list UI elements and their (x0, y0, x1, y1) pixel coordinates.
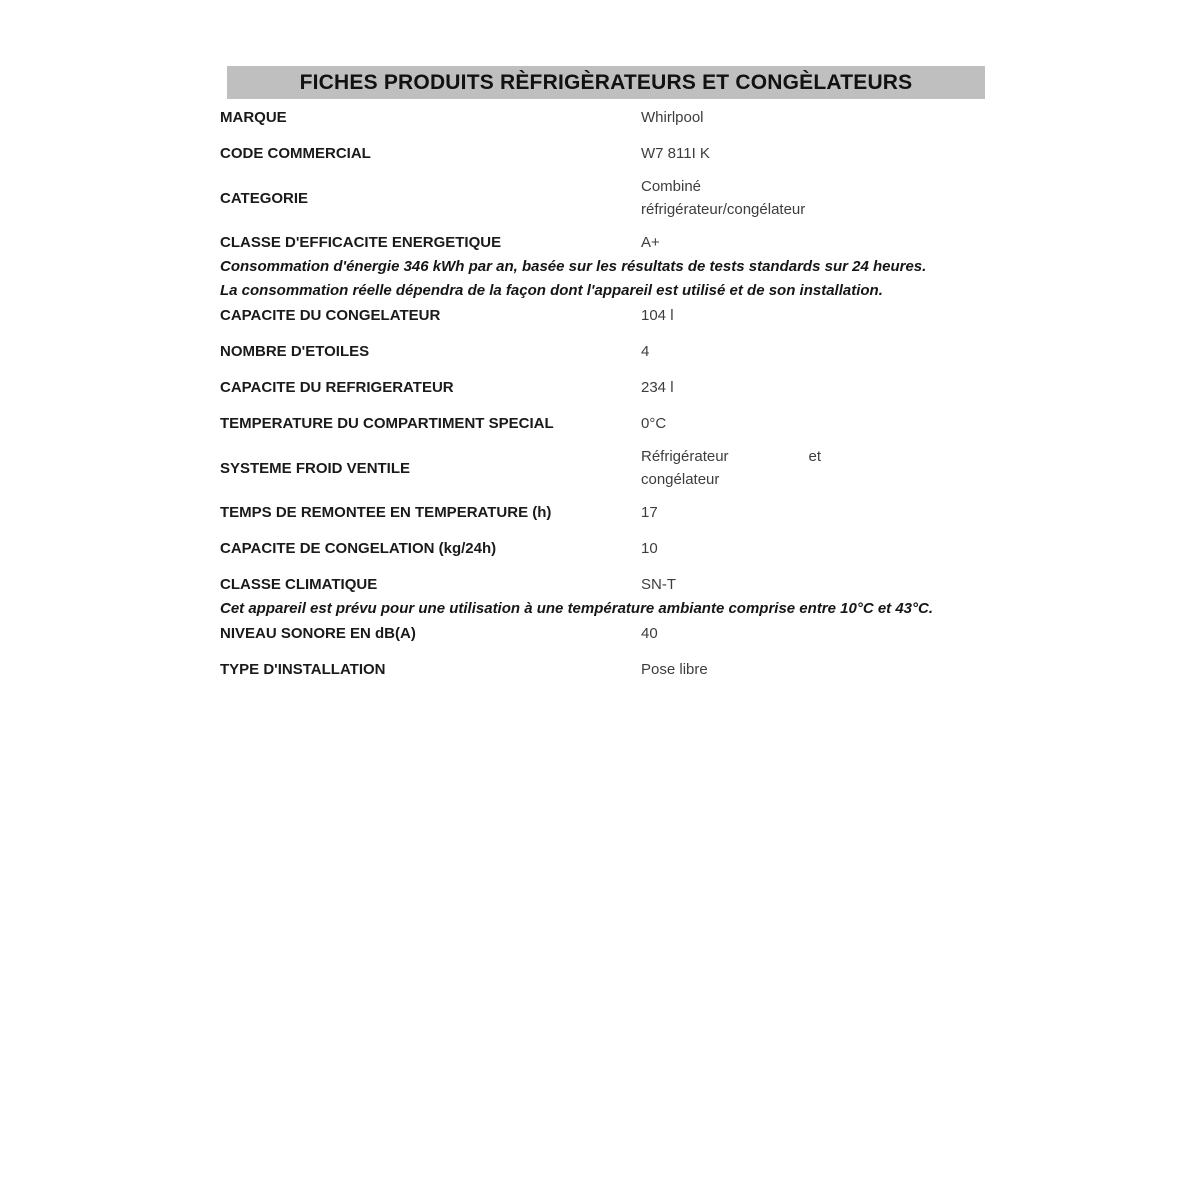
spec-value: 17 (641, 504, 658, 521)
spec-row-temperature-compartiment (220, 405, 1000, 441)
spec-row-capacite-congelation (220, 530, 1000, 566)
sheet-title-bar (227, 66, 985, 99)
spec-value: A+ (641, 234, 660, 251)
spec-value: 4 (641, 343, 650, 360)
spec-row-temps-remontee (220, 494, 1000, 530)
spec-value: 104 l (641, 307, 674, 324)
spec-row-classe-efficacite (220, 224, 1000, 255)
spec-row-code-commercial (220, 135, 1000, 171)
sheet-title: FICHES PRODUITS RÈFRIGÈRATEURS ET CONGÈLATEURS (299, 71, 913, 94)
product-sheet (220, 66, 1000, 687)
spec-value: Pose libre (641, 661, 708, 678)
energy-consumption-note-line2: La consommation réelle dépendra de la façon dont l'appareil est utilisé et de son installation. (220, 282, 883, 299)
spec-value: Combiné réfrigérateur/congélateur (641, 178, 806, 218)
spec-row-marque (220, 99, 1000, 135)
spec-label: TEMPERATURE DU COMPARTIMENT SPECIAL (220, 415, 554, 432)
spec-value: SN-T (641, 576, 676, 593)
spec-value: 40 (641, 625, 658, 642)
spec-label: NOMBRE D'ETOILES (220, 343, 370, 360)
spec-label: CAPACITE DE CONGELATION (kg/24h) (220, 540, 497, 557)
spec-row-systeme-froid (220, 441, 1000, 494)
spec-label: CATEGORIE (220, 189, 309, 207)
spec-label: TEMPS DE REMONTEE EN TEMPERATURE (h) (220, 504, 552, 521)
spec-row-capacite-congelateur (220, 303, 1000, 333)
spec-row-categorie (220, 171, 1000, 224)
spec-value: W7 811I K (641, 145, 710, 162)
spec-table (220, 99, 1000, 687)
spec-row-niveau-sonore (220, 621, 1000, 651)
spec-label: CAPACITE DU REFRIGERATEUR (220, 379, 454, 396)
spec-value: Réfrigérateur et congélateur (641, 448, 821, 488)
spec-value: 234 l (641, 379, 674, 396)
spec-row-nombre-etoiles (220, 333, 1000, 369)
energy-consumption-note-line1: Consommation d'énergie 346 kWh par an, basée sur les résultats de tests standards sur 24 heures. (220, 258, 927, 275)
spec-value: Whirlpool (641, 109, 704, 126)
spec-row-classe-climatique (220, 566, 1000, 597)
spec-label: CLASSE CLIMATIQUE (220, 576, 378, 593)
spec-value: 0°C (641, 415, 667, 432)
climate-range-note: Cet appareil est prévu pour une utilisation à une température ambiante comprise entre 10°C et 43°C. (220, 600, 934, 617)
spec-label: MARQUE (220, 109, 287, 126)
spec-row-type-installation (220, 651, 1000, 687)
spec-label: CODE COMMERCIAL (220, 145, 371, 162)
spec-label: NIVEAU SONORE EN dB(A) (220, 625, 416, 642)
spec-row-capacite-refrigerateur (220, 369, 1000, 405)
spec-label: CAPACITE DU CONGELATEUR (220, 307, 441, 324)
spec-label: SYSTEME FROID VENTILE (220, 459, 411, 477)
spec-label: TYPE D'INSTALLATION (220, 661, 386, 678)
spec-label: CLASSE D'EFFICACITE ENERGETIQUE (220, 234, 502, 251)
spec-value: 10 (641, 540, 658, 557)
